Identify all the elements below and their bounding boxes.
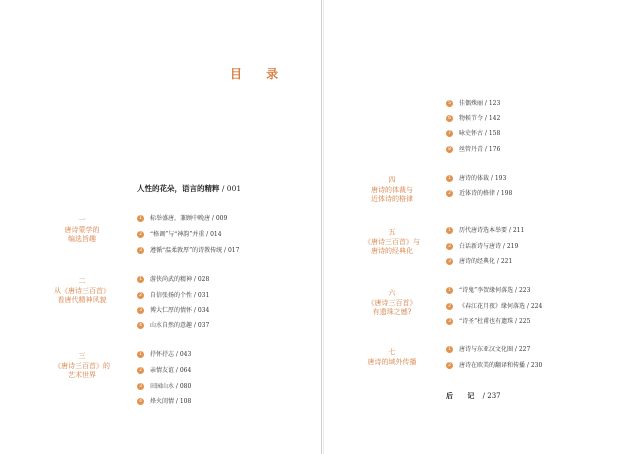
toc-item-text: 标举盛唐，兼顾中晚唐 / 009	[150, 215, 228, 222]
chapter-title-line: 《唐诗三百首》	[367, 298, 417, 307]
toc-item-text: 佳偶殊丽 / 123	[459, 100, 501, 107]
toc-item[interactable]	[137, 215, 227, 223]
toc-item[interactable]	[137, 398, 191, 406]
afterword-page: / 237	[480, 392, 501, 400]
toc-item[interactable]	[446, 243, 518, 251]
bullet-number: 4	[137, 322, 144, 329]
toc-item[interactable]	[137, 351, 191, 359]
bullet-number: 2	[137, 292, 144, 299]
chapter-title-line: 《唐诗三百首》与	[364, 237, 420, 246]
toc-item-text: 唐诗在欧美的翻译和传播 / 230	[459, 362, 543, 369]
bullet-number: 3	[137, 383, 144, 390]
chapter-title-line: 近体诗的格律	[371, 195, 413, 203]
toc-item-text: 《春江花月夜》缘何落选 / 224	[459, 303, 543, 310]
bullet-number: 1	[446, 346, 453, 353]
toc-item-text: “格调”与“神韵”并重 / 014	[150, 231, 222, 238]
bullet-number: 3	[137, 307, 144, 314]
chapter-title-line: 唐诗的体裁与	[371, 185, 413, 194]
toc-item[interactable]	[137, 247, 239, 255]
toc-item[interactable]	[137, 292, 209, 300]
bullet-number: 2	[446, 303, 453, 310]
toc-item[interactable]	[446, 227, 524, 235]
chapter-title-line: 编选旨趣	[68, 235, 96, 243]
chapter-number: 二	[78, 277, 86, 285]
toc-item-text: 唐诗的体裁 / 193	[459, 175, 507, 182]
chapter-title-line: 从《唐诗三百首》	[54, 286, 110, 295]
chapter-6-heading	[347, 289, 437, 318]
preface-page: / 001	[219, 184, 242, 193]
bullet-number: 2	[446, 362, 453, 369]
chapter-4-heading	[347, 176, 437, 205]
chapter-number: 三	[78, 352, 86, 360]
bullet-number: 1	[446, 227, 453, 234]
toc-item-text: 游侠尚武的精神 / 028	[150, 276, 210, 283]
book-spine-shadow	[323, 0, 324, 454]
chapter-title-line: 唐诗的域外传播	[367, 357, 417, 366]
bullet-number: 2	[137, 367, 144, 374]
toc-item[interactable]	[446, 190, 512, 198]
toc-item-text: “诗圣”杜甫也有遗珠 / 225	[459, 318, 531, 325]
toc-item-text: 遵循“温柔敦厚”的诗教传统 / 017	[150, 247, 240, 254]
chapter-number: 七	[388, 348, 396, 356]
toc-item[interactable]	[446, 130, 500, 138]
chapter-1-heading	[37, 216, 127, 245]
bullet-number: 8	[446, 146, 453, 153]
toc-item-text: 历代唐诗选本举要 / 211	[459, 227, 525, 234]
bullet-number: 1	[137, 351, 144, 358]
chapter-title-line: 《唐诗三百首》的	[54, 361, 110, 370]
toc-item-text: 咏史怀古 / 158	[459, 130, 501, 137]
bullet-number: 1	[137, 276, 144, 283]
bullet-number: 7	[446, 130, 453, 137]
toc-item[interactable]	[446, 146, 500, 154]
bullet-number: 1	[446, 287, 453, 294]
chapter-7-heading	[347, 348, 437, 367]
chapter-title-line: 唐诗的经典化	[371, 247, 413, 255]
bullet-number: 2	[137, 231, 144, 238]
toc-item[interactable]	[446, 303, 542, 311]
toc-item-text: 唐诗的经典化 / 221	[459, 258, 513, 265]
chapter-2-heading	[37, 277, 127, 306]
toc-item-text: 近体诗的格律 / 198	[459, 190, 513, 197]
toc-item-text: 唐诗与东亚汉文化圈 / 227	[459, 346, 531, 353]
preface-entry[interactable]	[137, 183, 241, 194]
toc-item[interactable]	[446, 175, 506, 183]
toc-item-text: 白话新诗与唐诗 / 219	[459, 243, 519, 250]
bullet-number: 1	[137, 215, 144, 222]
bullet-number: 2	[446, 190, 453, 197]
toc-item[interactable]	[446, 362, 542, 370]
preface-title: 人性的花朵，语言的精粹	[137, 184, 220, 193]
toc-item[interactable]	[137, 383, 191, 391]
bullet-number: 3	[446, 258, 453, 265]
toc-item-text: 丝管丹青 / 176	[459, 146, 501, 153]
toc-item[interactable]	[446, 346, 530, 354]
toc-item[interactable]	[137, 276, 209, 284]
chapter-number: 五	[388, 228, 396, 236]
toc-item[interactable]	[446, 318, 530, 326]
bullet-number: 3	[137, 247, 144, 254]
chapter-title-line: 艺术世界	[68, 371, 96, 379]
toc-item-text: 亲情友谊 / 064	[150, 367, 192, 374]
bullet-number: 3	[446, 318, 453, 325]
toc-item-text: 物候节令 / 142	[459, 115, 501, 122]
toc-item-text: 自信张扬的个性 / 031	[150, 292, 210, 299]
toc-item-text: 田园山水 / 080	[150, 383, 192, 390]
chapter-3-heading	[37, 352, 127, 381]
toc-item[interactable]	[137, 307, 209, 315]
toc-item-text: 烽火闺情 / 108	[150, 398, 192, 405]
chapter-number: 一	[78, 216, 86, 224]
toc-item[interactable]	[446, 287, 530, 295]
bullet-number: 4	[137, 398, 144, 405]
bullet-number: 5	[446, 100, 453, 107]
toc-item-text: 抒怀抒志 / 043	[150, 351, 192, 358]
afterword-entry[interactable]	[446, 391, 501, 401]
toc-item[interactable]	[137, 367, 191, 375]
afterword-label: 后 记	[446, 391, 481, 400]
book-spine	[321, 0, 322, 454]
toc-title: 目 录	[230, 67, 289, 81]
bullet-number: 6	[446, 115, 453, 122]
bullet-number: 2	[446, 243, 453, 250]
toc-item[interactable]	[137, 322, 209, 330]
chapter-number: 六	[388, 289, 396, 297]
toc-item-text: 山水自然的意趣 / 037	[150, 322, 210, 329]
toc-item[interactable]	[446, 258, 512, 266]
toc-item-text: 博大仁厚的情怀 / 034	[150, 307, 210, 314]
chapter-number: 四	[388, 176, 396, 184]
toc-item[interactable]	[446, 115, 500, 123]
chapter-5-heading	[347, 228, 437, 257]
chapter-title-line: 有遗珠之憾?	[372, 308, 412, 316]
chapter-title-line: 唐诗蒙学的	[64, 225, 100, 234]
toc-item[interactable]	[446, 100, 500, 108]
bullet-number: 1	[446, 175, 453, 182]
chapter-title-line: 看唐代精神风貌	[57, 296, 107, 304]
toc-item[interactable]	[137, 231, 222, 239]
toc-item-text: “诗鬼”李贺缘何落选 / 223	[459, 287, 531, 294]
